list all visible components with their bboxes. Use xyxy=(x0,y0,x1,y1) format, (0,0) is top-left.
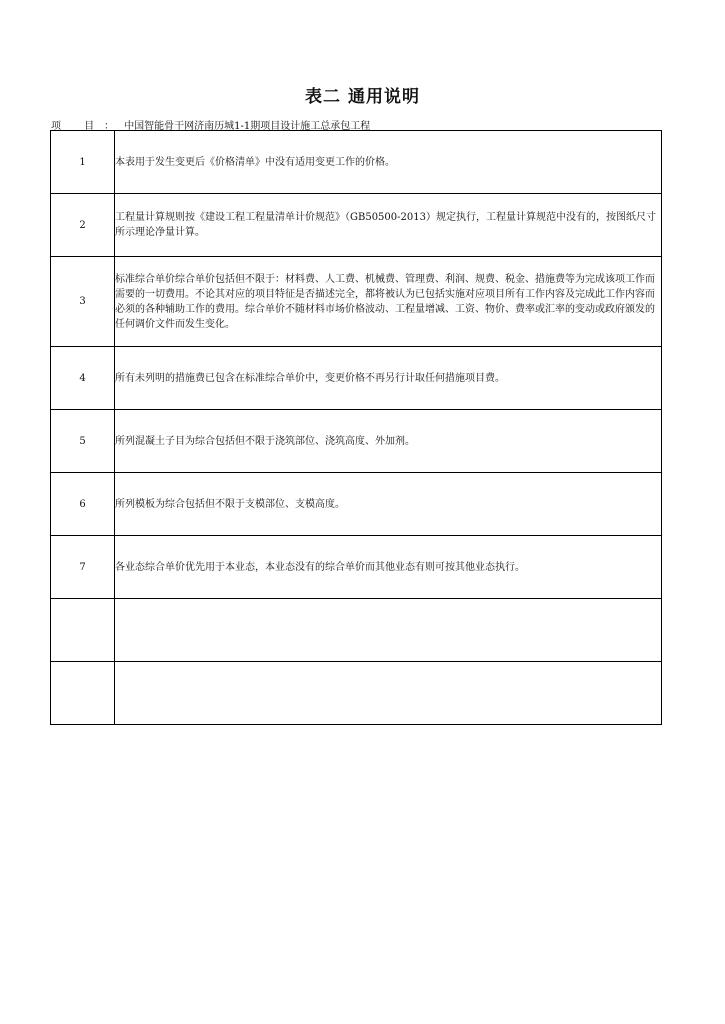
row-text xyxy=(115,662,662,725)
row-number: 1 xyxy=(51,131,115,194)
table-row xyxy=(51,473,662,536)
row-number xyxy=(51,662,115,725)
row-text: 所列模板为综合包括但不限于支模部位、支模高度。 xyxy=(115,473,662,536)
row-text: 所列混凝土子目为综合包括但不限于浇筑部位、浇筑高度、外加剂。 xyxy=(115,410,662,473)
row-text xyxy=(115,599,662,662)
row-text: 工程量计算规则按《建设工程工程量清单计价规范》（GB50500-2013）规定执行，工程量计算规范中没有的，按图纸尺寸所示理论净量计算。 xyxy=(115,194,662,257)
page-title: 表二 通用说明 xyxy=(305,87,420,107)
project-label: 项 目： xyxy=(51,121,125,132)
table-row xyxy=(51,536,662,599)
row-text: 各业态综合单价优先用于本业态，本业态没有的综合单价而其他业态有则可按其他业态执行。 xyxy=(115,536,662,599)
row-number: 3 xyxy=(51,257,115,347)
row-number: 2 xyxy=(51,194,115,257)
explanation-table xyxy=(50,130,662,725)
table-row xyxy=(51,257,662,347)
row-text: 本表用于发生变更后《价格清单》中没有适用变更工作的价格。 xyxy=(115,131,662,194)
project-name: 中国智能骨干网济南历城1-1期项目设计施工总承包工程 xyxy=(124,121,371,132)
table-row xyxy=(51,410,662,473)
table-row xyxy=(51,347,662,410)
row-number: 5 xyxy=(51,410,115,473)
row-text: 标准综合单价综合单价包括但不限于：材料费、人工费、机械费、管理费、利润、规费、税金、措施费等为完成该项工作而需要的一切费用。不论其对应的项目特征是否描述完全，都将被认为已包括实施对应项目所有工作内容及完成此工作内容而必须的各种辅助工作的费用。综合单价不随材料市场价格波动、工程量增减、工资、物价、费率或汇率的变动或政府颁发的任何调价文件而发生变化。 xyxy=(115,257,662,347)
table-row xyxy=(51,131,662,194)
table-row xyxy=(51,662,662,725)
row-number xyxy=(51,599,115,662)
row-text: 所有未列明的措施费已包含在标准综合单价中，变更价格不再另行计取任何措施项目费。 xyxy=(115,347,662,410)
table-row xyxy=(51,599,662,662)
table-row xyxy=(51,194,662,257)
row-number: 4 xyxy=(51,347,115,410)
row-number: 6 xyxy=(51,473,115,536)
row-number: 7 xyxy=(51,536,115,599)
